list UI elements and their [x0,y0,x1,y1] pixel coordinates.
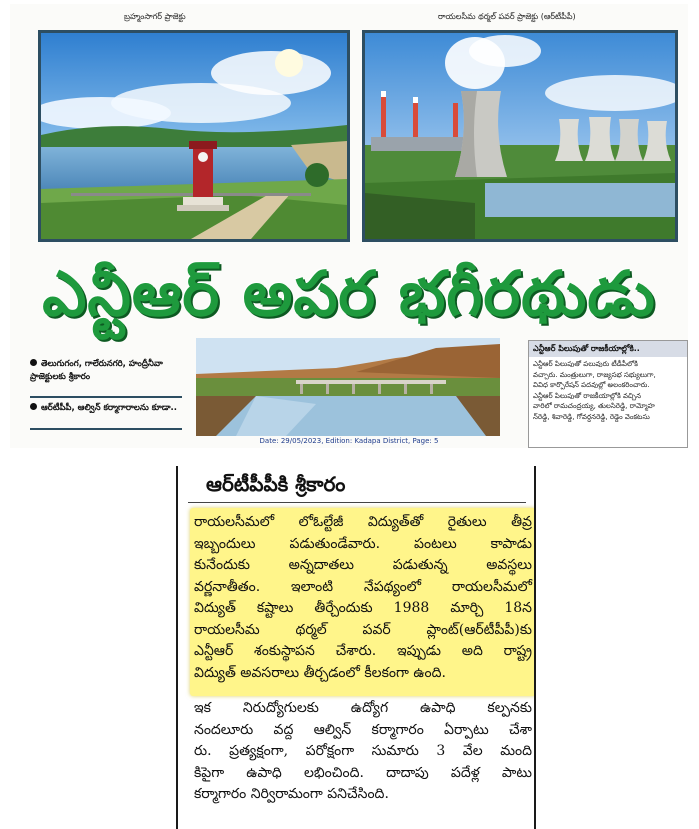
paragraph-line: కర్మాగారం నిర్విరామంగా పనిచేసింది. [194,786,389,802]
newspaper-clipping-top [10,4,688,448]
paragraph-line: రాయలసీమ థర్మల్ పవర్ ప్లాంట్(ఆర్‌టీపీపీ)కు [194,621,532,638]
rtpp-power-plant-photo [362,30,678,242]
brahmamsagar-dam-photo [38,30,350,242]
sidebar-news-line: వారిలో రామచంద్రయ్య, తులసిరెడ్డి, రామ్మోహ [533,402,655,410]
sidebar-news-line: ఎన్టీఆర్ పిలుపుతో పలువురు టీడీపీలోకి [533,360,638,368]
photo-caption-brahmamsagar: బ్రహ్మంసాగర్ ప్రాజెక్టు [124,12,186,21]
sidebar-news-line: వివిధ కార్పొరేషన్ పదవుల్లో అలంకరించారు. [533,381,650,389]
sidebar-news-line: ఎన్టీఆర్ పిలుపుతో రాజకీయాల్లోకి వచ్చిన [533,391,642,400]
paragraph-line: నందలూరు వద్ద ఆల్విన్ కర్మాగారం ఏర్పాటు చేశా [194,721,532,738]
bullet-divider [30,428,182,430]
sidebar-news-box [528,340,688,448]
main-headline: ఎన్టీఆర్ అపర భగీరథుడు [42,257,656,330]
bullet-dot-icon [30,403,37,410]
paragraph-line: ఇబ్బందులు పడుతుండేవారు. పంటలు కాపాడు [194,535,532,552]
paragraph-line: రు. ప్రత్యక్షంగా, పరోక్షంగా సుమారు 3 వేల మంది [194,743,532,759]
article-paragraph [194,698,532,806]
paragraph-line: ఇక నిరుద్యోగులకు ఉద్యోగ ఉపాధి కల్పనకు [194,700,532,716]
sidebar-news-line: వచ్చారు. మంత్రులుగా, రాజ్యసభ సభ్యులుగా, [533,370,656,379]
photo-caption-rtpp: రాయలసీమ థర్మల్ పవర్ ప్రాజెక్టు (ఆర్‌టీపీపీ) [438,12,576,21]
bullet-divider [30,396,182,398]
highlighted-paragraph [194,512,532,684]
paragraph-line: విద్యుత్ కష్టాలు తీర్చేందుకు 1988 మార్చి 18న [194,600,532,616]
paragraph-line: వర్ణనాతీతం. ఇలాంటి నేపథ్యంలో రాయలసీమలో [194,578,532,595]
canal-bridge-photo [196,338,500,436]
paragraph-line: రాయలసీమలో లోఓల్టేజీ విద్యుత్‌తో రైతులు తీవ్ర [194,514,532,530]
article-subheading: ఆర్‌టీపీపీకి శ్రీకారం [206,472,346,496]
edition-date-line: Date: 29/05/2023, Edition: Kadapa District, Page: 5 [259,437,439,445]
paragraph-line: కునేందుకు అన్నదాతలు పడుతున్న అవస్థలు [194,557,532,573]
sidebar-news-body [529,357,687,424]
newspaper-clipping-bottom [176,466,536,829]
subheading-rule [188,502,526,503]
paragraph-line: విద్యుత్ అవసరాలు తీర్చడంలో కీలకంగా ఉంది. [194,664,446,681]
bullet-projects: తెలుగుగంగ, గాలేరునగరి, హంద్రీనీవా ప్రాజెక్టులకు శ్రీకారం [30,359,163,382]
paragraph-line: ఎన్టీఆర్ శంకుస్థాపన చేశారు. ఇప్పుడు అది రాష్ట్ర [194,643,532,659]
sidebar-news-line: న్‌రెడ్డి, శివారెడ్డి, గోవర్ధనరెడ్డి, రెడ్డెం వెంకటసు [533,412,650,421]
bullet-dot-icon [30,359,37,366]
bullet-rtpp-allwyn: ఆర్‌టీపీపీ, ఆల్విన్ కర్మాగారాలను కూడా.. [30,402,190,415]
sidebar-news-title: ఎన్టీఆర్ పిలుపుతో రాజకీయాల్లోకి.. [529,341,687,357]
paragraph-line: కిపైగా ఉపాధి లభించింది. దాదాపు పదేళ్ల పాటు [194,764,532,781]
